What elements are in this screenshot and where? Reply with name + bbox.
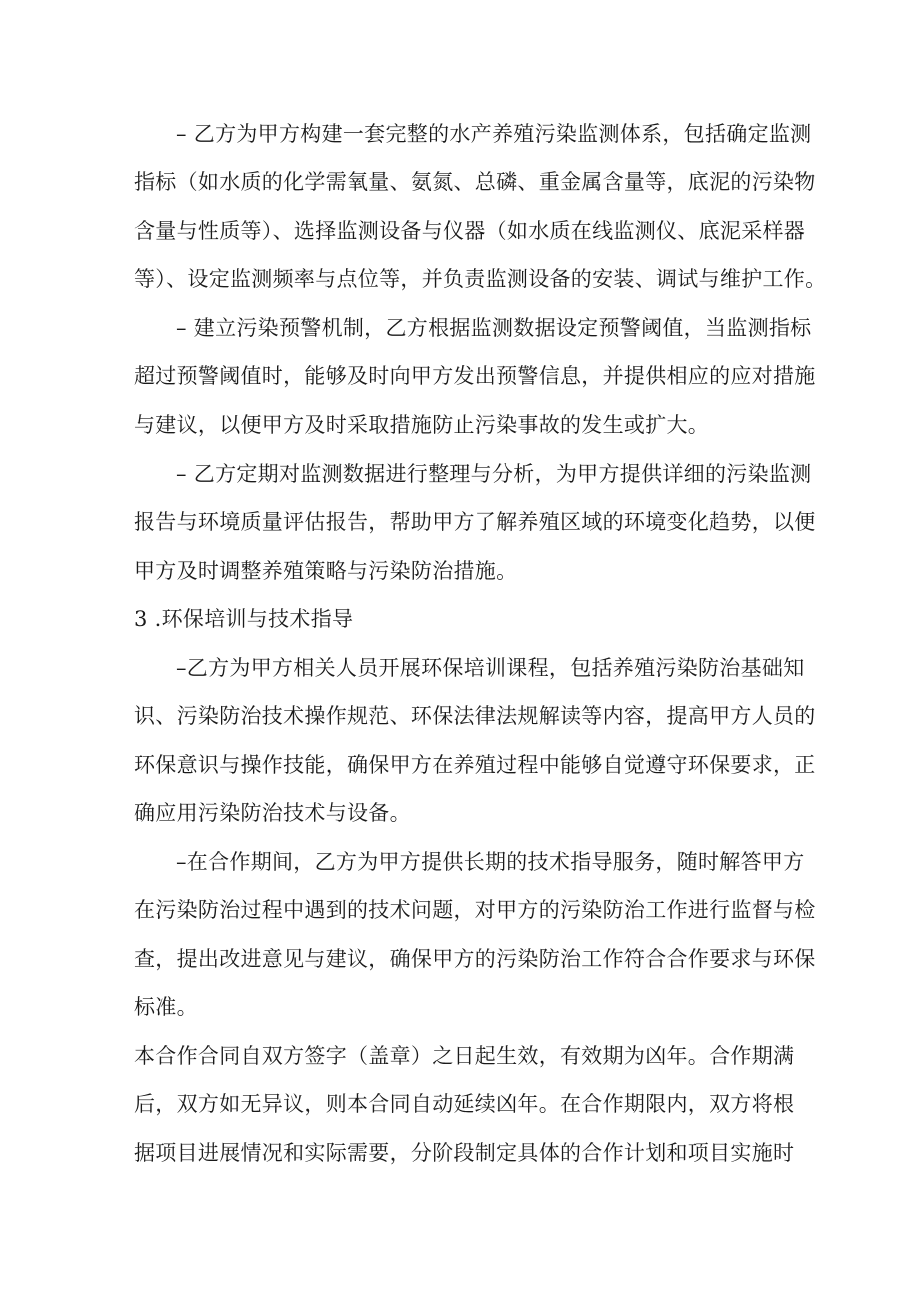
text-line-13: 识、污染防治技术操作规范、环保法律法规解读等内容，提高甲方人员的 bbox=[134, 704, 816, 728]
text-line-3: 含量与性质等）、选择监测设备与仪器（如水质在线监测仪、底泥采样器 bbox=[134, 219, 806, 243]
section-heading: 3 .环保培训与技术指导 bbox=[134, 607, 354, 631]
text-line-8: – 乙方定期对监测数据进行整理与分析，为甲方提供详细的污染监测 bbox=[176, 462, 812, 486]
text-line-5: – 建立污染预警机制，乙方根据监测数据设定预警阈值，当监测指标 bbox=[176, 316, 812, 340]
text-line-2: 指标（如水质的化学需氧量、氨氮、总磷、重金属含量等，底泥的污染物 bbox=[134, 170, 816, 194]
text-line-7: 与建议，以便甲方及时采取措施防止污染事故的发生或扩大。 bbox=[134, 413, 710, 437]
text-line-17: 在污染防治过程中遇到的技术问题，对甲方的污染防治工作进行监督与检 bbox=[134, 898, 816, 922]
text-line-22: 据项目进展情况和实际需要，分阶段制定具体的合作计划和项目实施时 bbox=[134, 1141, 795, 1165]
text-line-10: 甲方及时调整养殖策略与污染防治措施。 bbox=[134, 559, 518, 583]
text-line-9: 报告与环境质量评估报告，帮助甲方了解养殖区域的环境变化趋势，以便 bbox=[134, 510, 816, 534]
text-line-15: 确应用污染防治技术与设备。 bbox=[134, 801, 411, 825]
text-line-16: –在合作期间，乙方为甲方提供长期的技术指导服务，随时解答甲方 bbox=[176, 850, 805, 874]
text-line-21: 后，双方如无异议，则本合同自动延续凶年。在合作期限内，双方将根 bbox=[134, 1092, 795, 1116]
text-line-18: 查，提出改进意见与建议，确保甲方的污染防治工作符合合作要求与环保 bbox=[134, 947, 816, 971]
text-line-1: – 乙方为甲方构建一套完整的水产养殖污染监测体系，包括确定监测 bbox=[176, 122, 812, 146]
text-line-4: 等）、设定监测频率与点位等，并负责监测设备的安装、调试与维护工作。 bbox=[134, 267, 827, 291]
text-line-20: 本合作合同自双方签字（盖章）之日起生效，有效期为凶年。合作期满 bbox=[134, 1044, 795, 1068]
text-line-19: 标准。 bbox=[134, 995, 198, 1019]
text-line-6: 超过预警阈值时，能够及时向甲方发出预警信息，并提供相应的应对措施 bbox=[134, 364, 816, 388]
text-line-12: –乙方为甲方相关人员开展环保培训课程，包括养殖污染防治基础知 bbox=[176, 656, 805, 680]
text-line-14: 环保意识与操作技能，确保甲方在养殖过程中能够自觉遵守环保要求，正 bbox=[134, 753, 816, 777]
